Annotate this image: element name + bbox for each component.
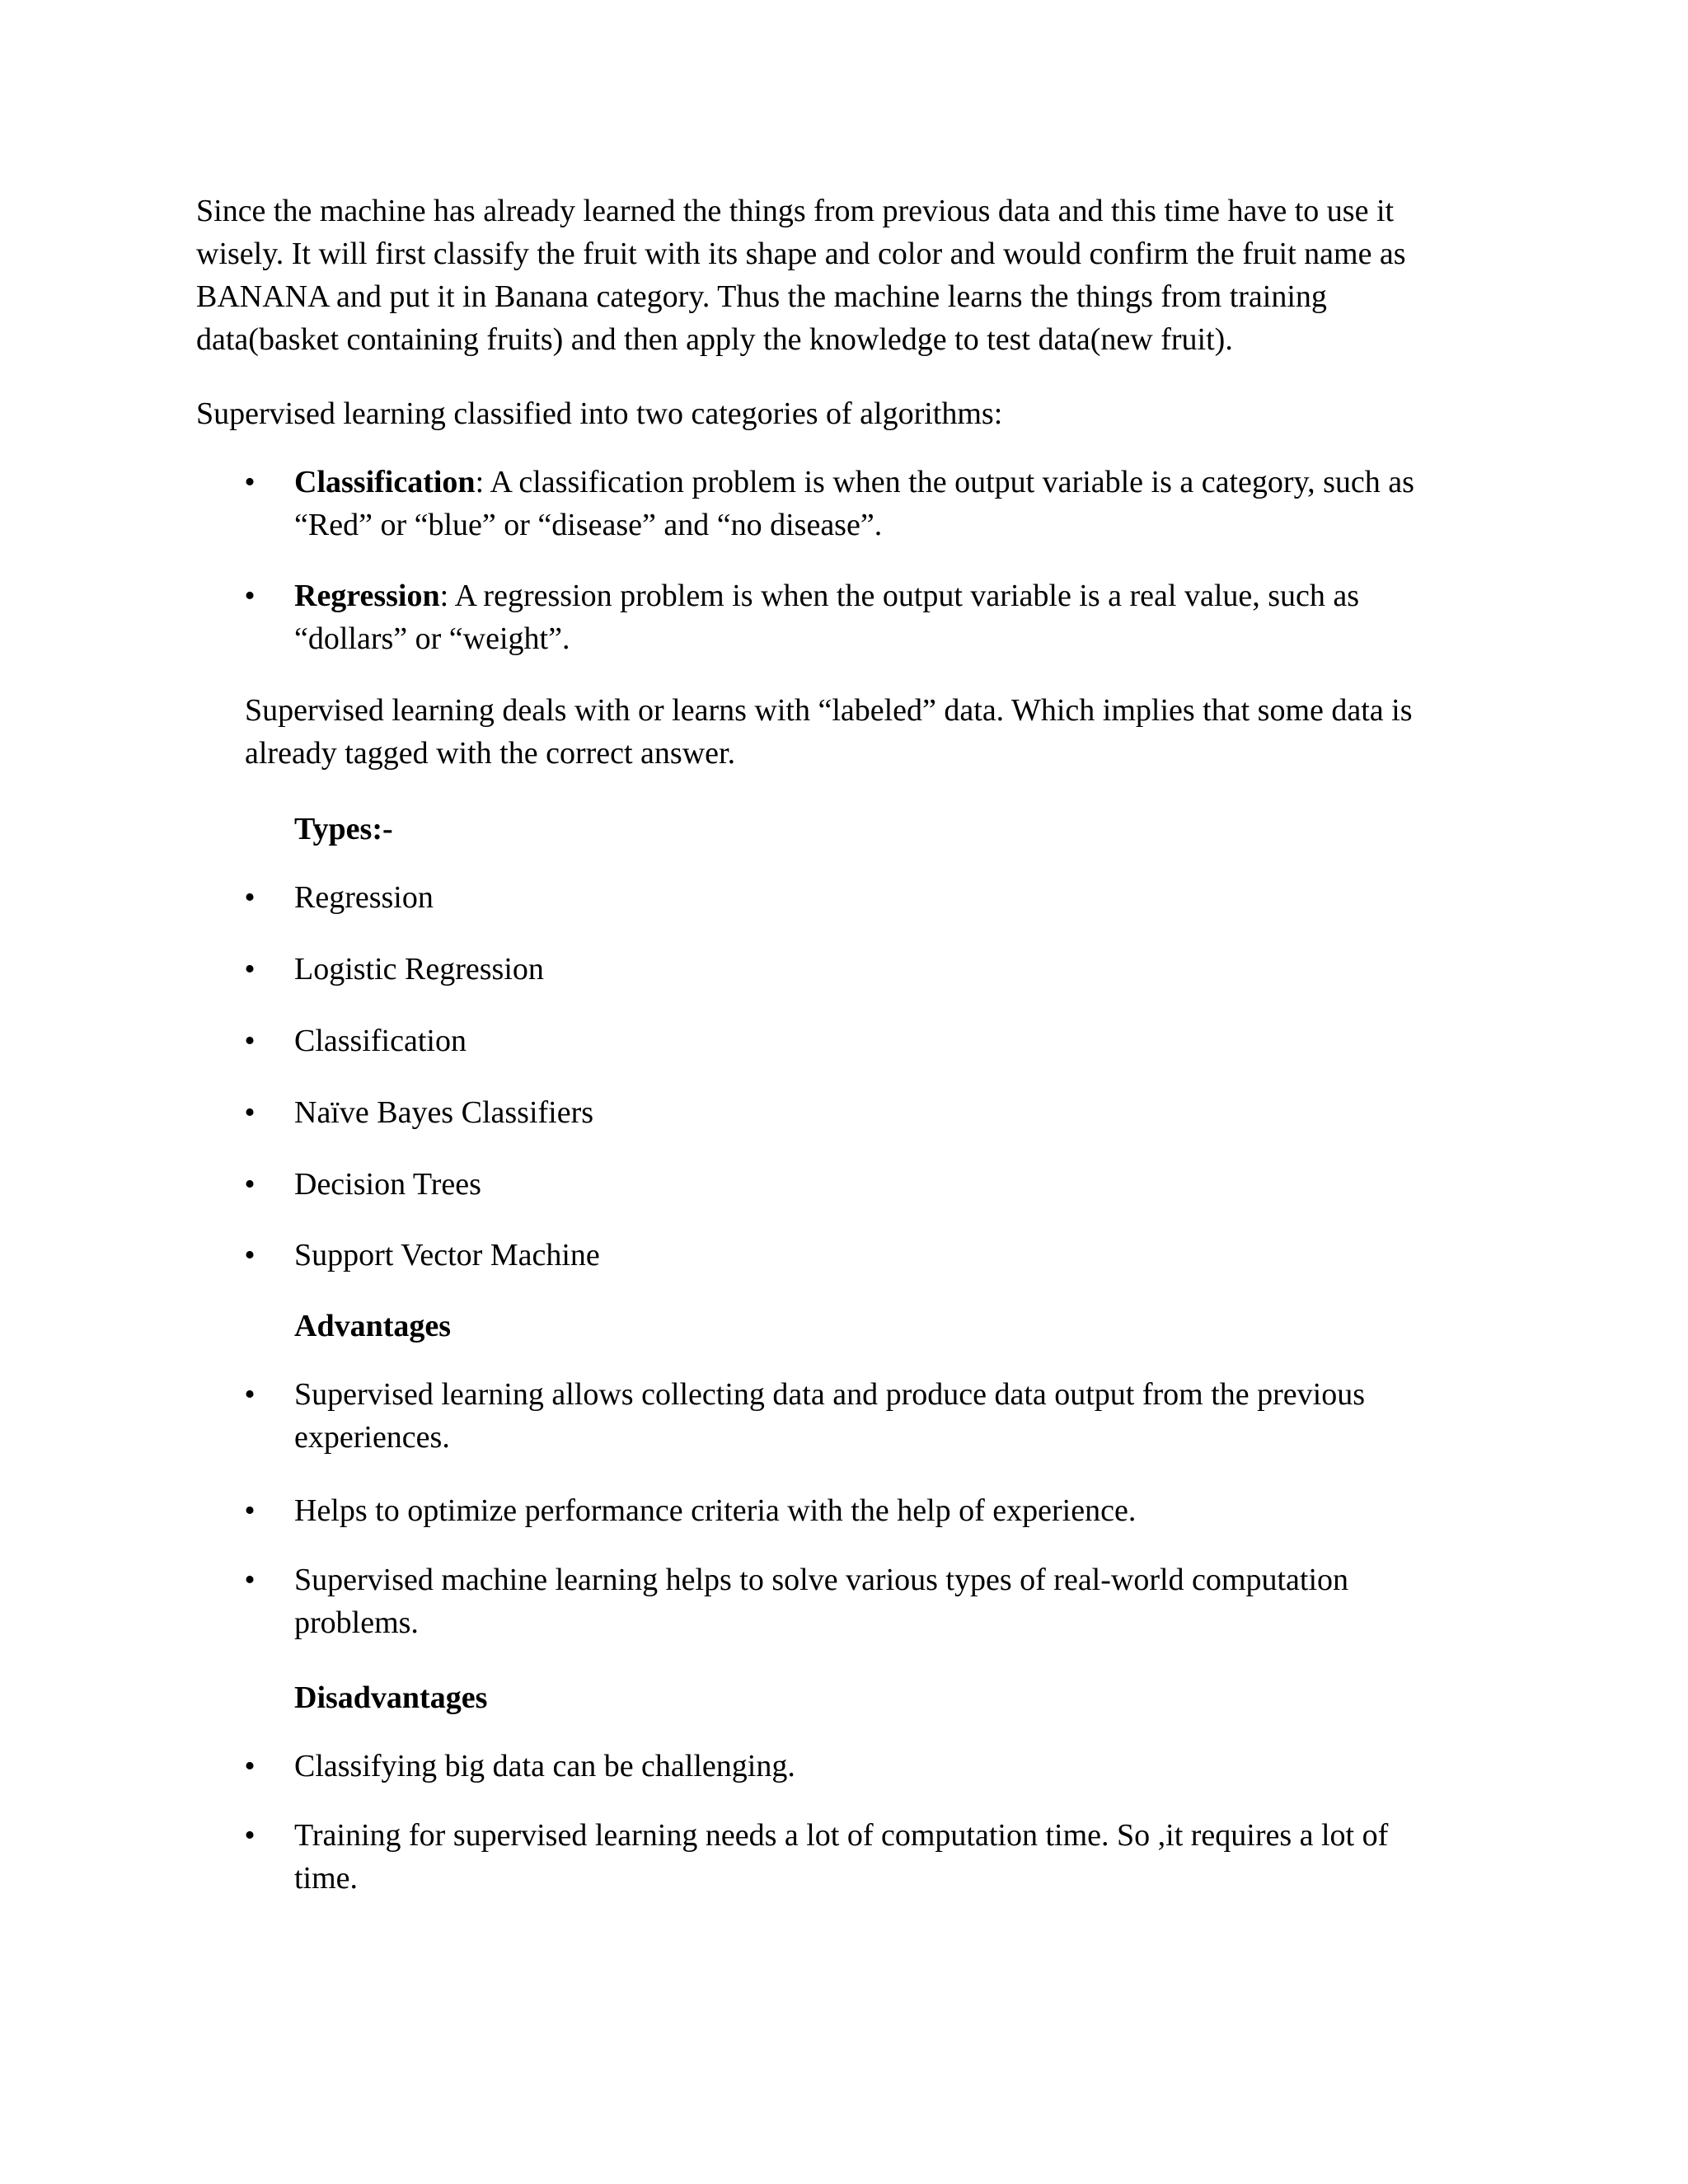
types-list-item: Support Vector Machine [294, 1238, 600, 1272]
categories-intro: Supervised learning classified into two categories of algorithms: [196, 396, 1003, 431]
advantages-list-item: Supervised learning allows collecting data and produce data output from the previous experiences. [294, 1377, 1366, 1455]
intro-paragraph [196, 190, 1406, 361]
bullet-icon: • [244, 1167, 256, 1202]
disadvantages-list-item: Classifying big data can be challenging. [294, 1749, 795, 1783]
labeled-paragraph [245, 689, 1413, 775]
category-desc: : A regression problem is when the output variable is a real value, such as [439, 579, 1360, 613]
bullet-icon: • [244, 880, 256, 915]
category-desc-cont: “dollars” or “weight”. [294, 621, 570, 656]
bullet-icon: • [244, 1238, 256, 1272]
types-heading: Types:- [294, 812, 393, 846]
bullet-icon: • [244, 1563, 256, 1597]
types-list-item: Logistic Regression [294, 952, 544, 987]
intro-line: BANANA and put it in Banana category. Thus the machine learns the things from training [196, 279, 1327, 314]
bullet-icon: • [244, 1024, 256, 1058]
advantages-heading: Advantages [294, 1309, 452, 1343]
bullet-icon: • [244, 952, 256, 987]
category-item-classification [294, 461, 1414, 546]
disadvantages-list-item: Training for supervised learning needs a lot of computation time. So ,it requires a lot of time. [294, 1818, 1389, 1896]
intro-line: data(basket containing fruits) and then apply the knowledge to test data(new fruit). [196, 322, 1233, 357]
advantages-list-item: Helps to optimize performance criteria with the help of experience. [294, 1493, 1137, 1528]
bullet-icon: • [244, 1493, 256, 1528]
types-list-item: Classification [294, 1024, 467, 1058]
bullet-icon: • [244, 1377, 256, 1412]
bullet-icon: • [244, 579, 256, 613]
category-item-regression [294, 574, 1359, 660]
category-term: Classification [294, 465, 476, 499]
labeled-line: Supervised learning deals with or learns with “labeled” data. Which implies that some data is [245, 693, 1413, 728]
types-list-item: Regression [294, 880, 434, 915]
category-desc: : A classification problem is when the output variable is a category, such as [475, 465, 1414, 499]
bullet-icon: • [244, 1818, 256, 1853]
labeled-line: already tagged with the correct answer. [245, 736, 736, 771]
category-desc-cont: “Red” or “blue” or “disease” and “no disease”. [294, 508, 883, 542]
types-list-item: Naïve Bayes Classifiers [294, 1095, 594, 1130]
types-list-item: Decision Trees [294, 1167, 481, 1202]
category-term: Regression [294, 579, 440, 613]
bullet-icon: • [244, 1095, 256, 1130]
bullet-icon: • [244, 1749, 256, 1783]
advantages-list-item: Supervised machine learning helps to solve various types of real-world computation problems. [294, 1563, 1349, 1640]
intro-line: wisely. It will first classify the fruit with its shape and color and would confirm the fruit name as [196, 237, 1406, 271]
bullet-icon: • [244, 465, 256, 499]
disadvantages-heading: Disadvantages [294, 1680, 488, 1715]
intro-line: Since the machine has already learned the things from previous data and this time have to use it [196, 194, 1395, 228]
